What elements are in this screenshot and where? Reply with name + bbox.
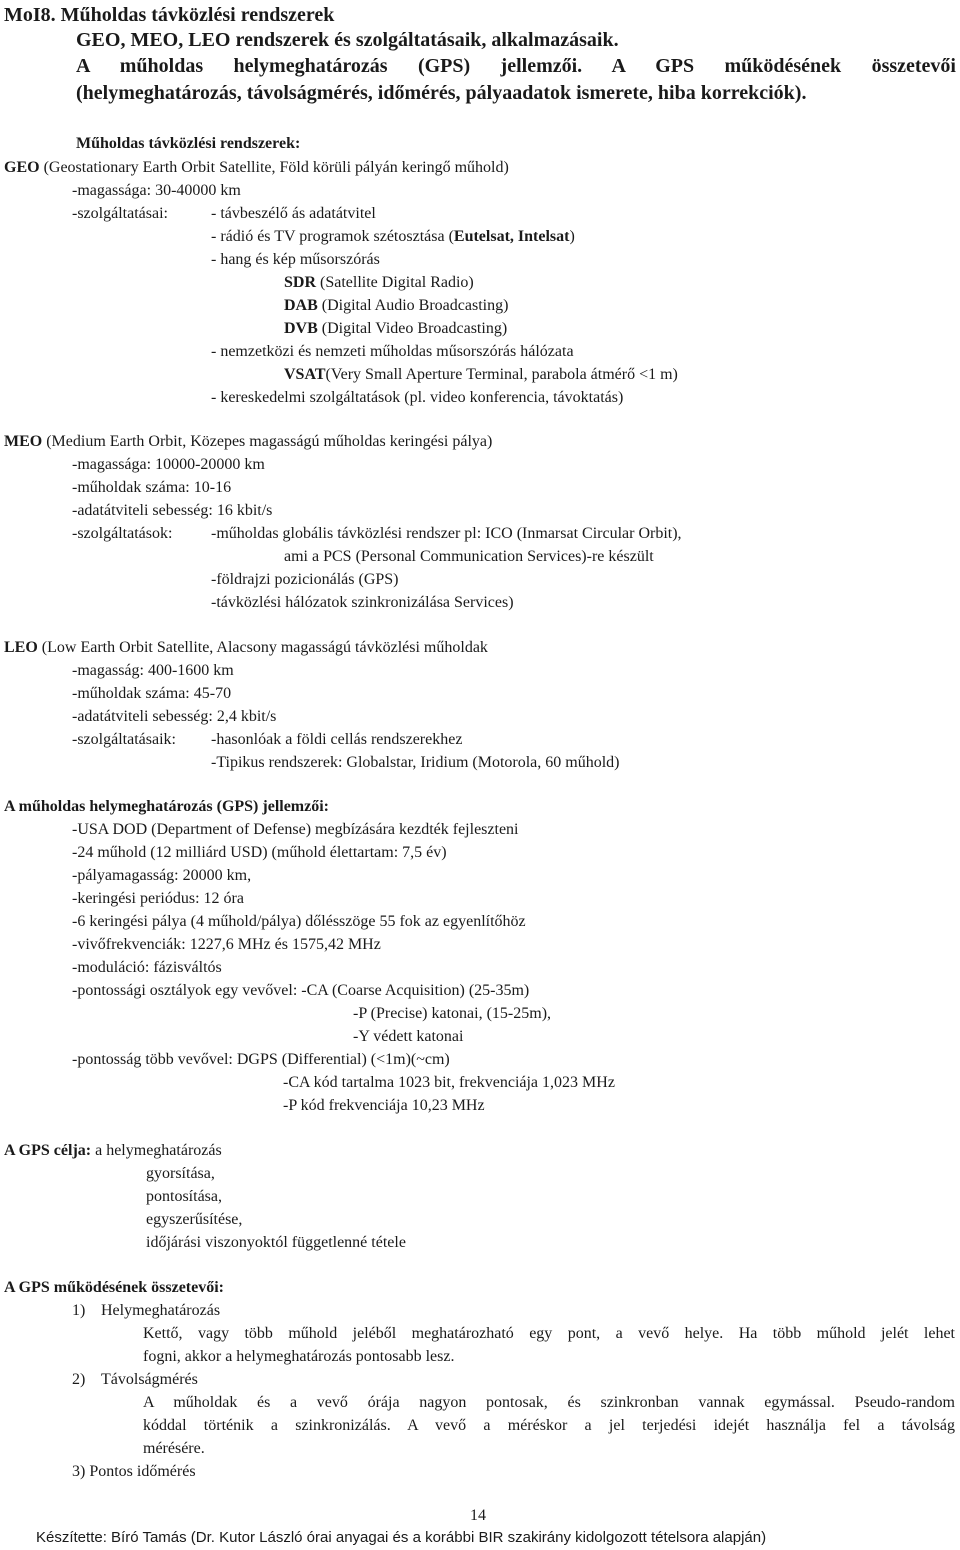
geo-dvb — [284, 319, 507, 339]
gps-line-7: -moduláció: fázisváltós — [72, 959, 222, 976]
sdr-abbr: SDR — [284, 274, 317, 291]
meo-rate: -adatátviteli sebesség: 16 kbit/s — [72, 502, 273, 519]
component-2-text-1: A műholdak és a vevő órája nagyon pontosak, és szinkronban vannak egymással. Pseudo-random — [143, 1394, 955, 1411]
geo-service-3: - hang és kép műsorszórás — [211, 251, 380, 268]
geo-service-2-close: ) — [569, 228, 575, 245]
component-3: 3) Pontos időmérés — [72, 1463, 196, 1480]
geo-sdr — [284, 273, 474, 293]
vsat-text: (Very Small Aperture Terminal, parabola átmérő <1 m) — [325, 366, 678, 383]
gps-purpose-first — [4, 1141, 222, 1161]
meo-title: (Medium Earth Orbit, Közepes magasságú műholdas keringési pálya) — [42, 433, 493, 450]
geo-service-4: - nemzetközi és nemzeti műholdas műsorszórás hálózata — [211, 343, 574, 360]
component-2-text-3: mérésére. — [143, 1440, 205, 1457]
subtitle-line-3: (helymeghatározás, távolságmérés, időmérés, pályaadatok ismerete, hiba korrekciók). — [76, 82, 807, 104]
geo-dab — [284, 296, 508, 316]
geo-vsat — [284, 365, 678, 385]
geo-service-5: - kereskedelmi szolgáltatások (pl. video konferencia, távoktatás) — [211, 389, 624, 406]
vsat-abbr: VSAT — [284, 366, 326, 383]
dab-text: (Digital Audio Broadcasting) — [317, 297, 509, 314]
geo-service-2-text: - rádió és TV programok szétosztása ( — [211, 228, 454, 245]
title-text: Műholdas távközlési rendszerek — [60, 4, 335, 26]
geo-service-2 — [211, 227, 575, 247]
component-2-title: Távolságmérés — [101, 1371, 198, 1388]
leo-service-2: -Tipikus rendszerek: Globalstar, Iridium (Motorola, 60 műhold) — [211, 754, 620, 771]
geo-heading — [4, 158, 509, 178]
gps-line-12: -CA kód tartalma 1023 bit, frekvenciája 1,023 MHz — [283, 1074, 615, 1091]
meo-count: -műholdak száma: 10-16 — [72, 479, 232, 496]
subtitle-line-1: GEO, MEO, LEO rendszerek és szolgáltatásaik, alkalmazásaik. — [76, 29, 619, 51]
component-2-number: 2) — [72, 1371, 86, 1388]
gps-line-13: -P kód frekvenciája 10,23 MHz — [283, 1097, 485, 1114]
component-1-text-1: Kettő, vagy több műhold jeléből meghatározható egy pont, a vevő helye. Ha több műhold jelét lehet — [143, 1325, 955, 1342]
gps-purpose-text: a helymeghatározás — [91, 1142, 222, 1159]
leo-services-label: -szolgáltatásaik: — [72, 731, 176, 748]
meo-height: -magassága: 10000-20000 km — [72, 456, 265, 473]
component-1-number: 1) — [72, 1302, 86, 1319]
leo-rate: -adatátviteli sebesség: 2,4 kbit/s — [72, 708, 277, 725]
gps-line-4: -keringési periódus: 12 óra — [72, 890, 244, 907]
dab-abbr: DAB — [284, 297, 318, 314]
leo-height: -magasság: 400-1600 km — [72, 662, 234, 679]
geo-title: (Geostationary Earth Orbit Satellite, Föld körüli pályán keringő műhold) — [39, 159, 509, 176]
sdr-text: (Satellite Digital Radio) — [316, 274, 474, 291]
geo-services-label: -szolgáltatásai: — [72, 205, 168, 222]
page-number: 14 — [470, 1507, 486, 1524]
subtitle-line-2: A műholdas helymeghatározás (GPS) jellemzői. A GPS működésének összetevői — [76, 55, 956, 77]
component-2-text-2: kóddal történik a szinkronizálás. A vevő a méréskor a jel terjedési idejét használja fel a távolság — [143, 1417, 955, 1434]
document-title — [4, 3, 334, 27]
gps-line-1: -USA DOD (Department of Defense) megbízására kezdték fejleszteni — [72, 821, 519, 838]
leo-count: -műholdak száma: 45-70 — [72, 685, 232, 702]
section-title: Műholdas távközlési rendszerek: — [76, 135, 301, 152]
gps-purpose-item: pontosítása, — [146, 1188, 222, 1205]
gps-line-3: -pályamagasság: 20000 km, — [72, 867, 252, 884]
components-title: A GPS működésének összetevői: — [4, 1279, 224, 1296]
gps-purpose-label: A GPS célja: — [4, 1142, 92, 1159]
leo-service-1: -hasonlóak a földi cellás rendszerekhez — [211, 731, 463, 748]
title-code: MoI8. — [4, 4, 56, 26]
gps-line-9: -P (Precise) katonai, (15-25m), — [353, 1005, 552, 1022]
leo-abbr: LEO — [4, 639, 38, 656]
leo-heading — [4, 638, 488, 658]
dvb-text: (Digital Video Broadcasting) — [317, 320, 508, 337]
meo-heading — [4, 432, 492, 452]
leo-title: (Low Earth Orbit Satellite, Alacsony magasságú távközlési műholdak — [37, 639, 488, 656]
meo-abbr: MEO — [4, 433, 43, 450]
meo-service-2: -földrajzi pozicionálás (GPS) — [211, 571, 399, 588]
geo-service-2-providers: Eutelsat, Intelsat — [453, 228, 570, 245]
gps-line-6: -vivőfrekvenciák: 1227,6 MHz és 1575,42 MHz — [72, 936, 381, 953]
meo-services-label: -szolgáltatások: — [72, 525, 173, 542]
gps-line-5: -6 keringési pálya (4 műhold/pálya) dőlésszöge 55 fok az egyenlítőhöz — [72, 913, 526, 930]
geo-height: -magassága: 30-40000 km — [72, 182, 241, 199]
gps-line-10: -Y védett katonai — [353, 1028, 464, 1045]
gps-line-8: -pontossági osztályok egy vevővel: -CA (Coarse Acquisition) (25-35m) — [72, 982, 530, 999]
gps-purpose-item: egyszerűsítése, — [146, 1211, 243, 1228]
gps-purpose-item: gyorsítása, — [146, 1165, 215, 1182]
gps-line-2: -24 műhold (12 milliárd USD) (műhold élettartam: 7,5 év) — [72, 844, 447, 861]
meo-service-1: -műholdas globális távközlési rendszer pl: ICO (Inmarsat Circular Orbit), — [211, 525, 682, 542]
geo-service-1: - távbeszélő ás adatátvitel — [211, 205, 376, 222]
meo-service-1b: ami a PCS (Personal Communication Services)-re készült — [284, 548, 654, 565]
component-1-text-2: fogni, akkor a helymeghatározás pontosabb lesz. — [143, 1348, 455, 1365]
gps-title: A műholdas helymeghatározás (GPS) jellemzői: — [4, 798, 330, 815]
gps-purpose-item: időjárási viszonyoktól függetlenné tétele — [146, 1234, 406, 1251]
geo-abbr: GEO — [4, 159, 40, 176]
gps-line-11: -pontosság több vevővel: DGPS (Differential) (<1m)(~cm) — [72, 1051, 450, 1068]
dvb-abbr: DVB — [284, 320, 318, 337]
component-1-title: Helymeghatározás — [101, 1302, 221, 1319]
meo-service-3: -távközlési hálózatok szinkronizálása Services) — [211, 594, 514, 611]
page-footer: Készítette: Bíró Tamás (Dr. Kutor László órai anyagai és a korábbi BIR szakirány kidolgozott tételsora alapján) — [36, 1529, 767, 1546]
